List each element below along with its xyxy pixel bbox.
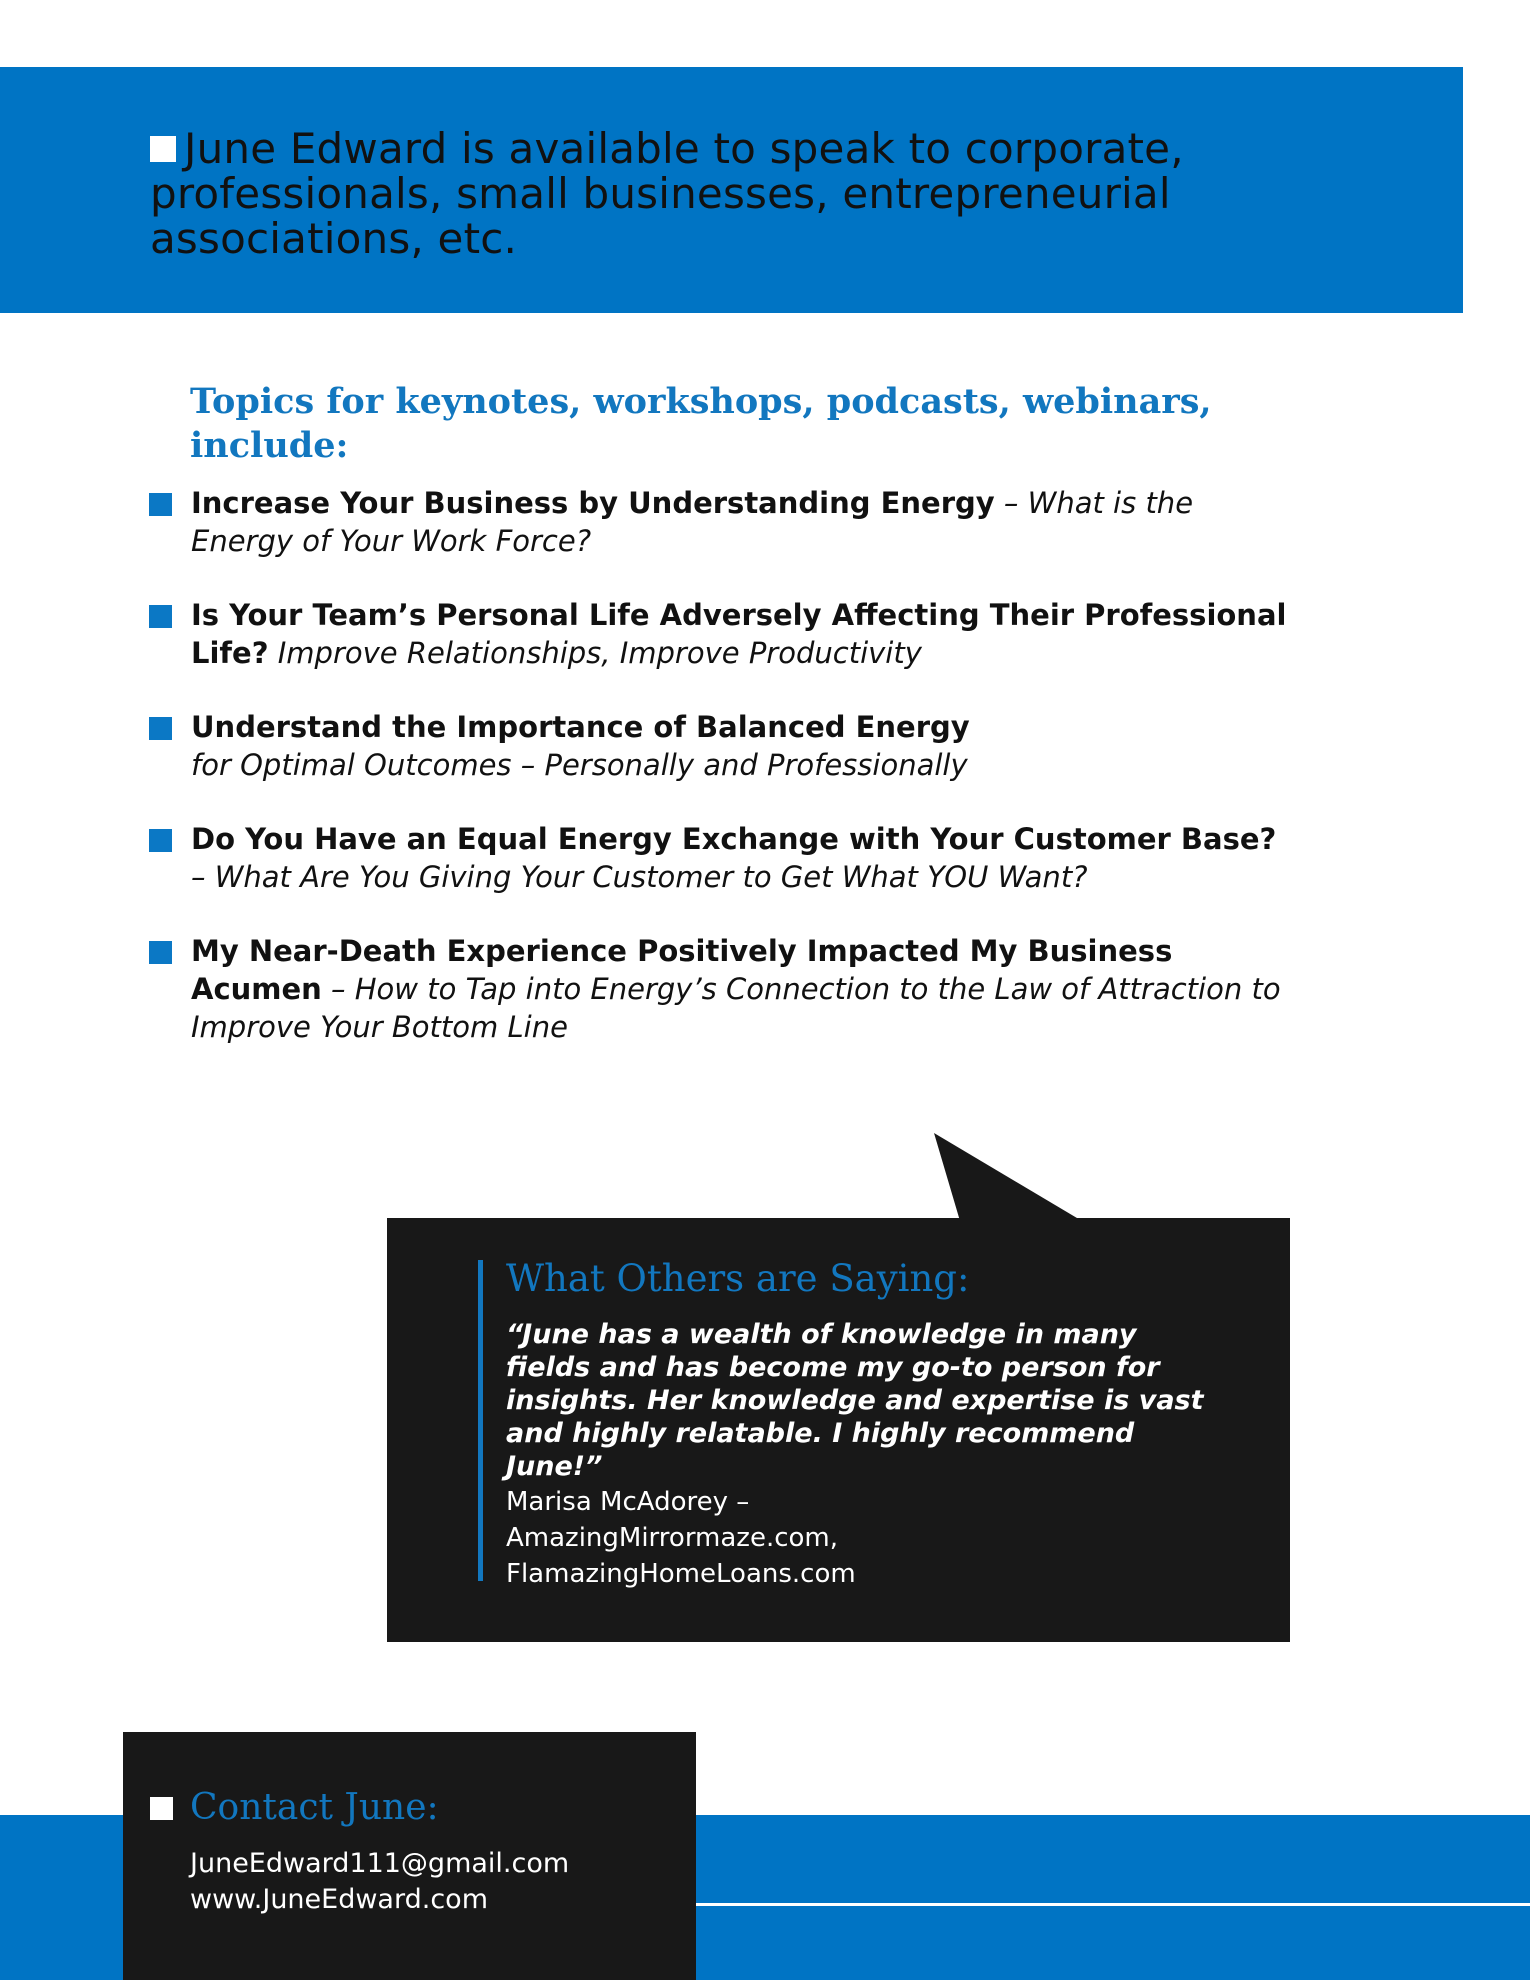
topic-title: Increase Your Business by Understanding Energy bbox=[191, 486, 995, 520]
topic-item bbox=[148, 596, 1288, 672]
topic-subtitle: – What Are You Giving Your Customer to Get What YOU Want? bbox=[191, 860, 1088, 894]
topic-subtitle: Improve Relationships, Improve Productivity bbox=[268, 636, 922, 670]
contact-bullet-square bbox=[150, 1797, 173, 1820]
testimonial-quote: “June has a wealth of knowledge in many fields and has become my go-to person for insights. Her knowledge and expertise is vast and highly relatable. I highly recommend June!” bbox=[506, 1319, 1204, 1482]
banner-bullet-square bbox=[150, 136, 176, 162]
topic-title: Do You Have an Equal Energy Exchange with Your Customer Base? bbox=[191, 822, 1277, 856]
testimonial-author bbox=[506, 1484, 1206, 1592]
topic-bullet-square bbox=[149, 493, 172, 516]
topics-heading: Topics for keynotes, workshops, podcasts, webinars, include: bbox=[190, 381, 1212, 466]
speech-bubble-tail-shape bbox=[934, 1133, 1082, 1221]
topic-subtitle: – How to Tap into Energy’s Connection to the Law of Attraction to Improve Your Bottom Line bbox=[191, 972, 1281, 1044]
topic-bullet-square bbox=[149, 829, 172, 852]
testimonial-author-site-1: AmazingMirrormaze.com, bbox=[506, 1523, 839, 1553]
contact-website-link[interactable]: www.JuneEdward.com bbox=[190, 1884, 488, 1915]
testimonial-heading: What Others are Saying: bbox=[506, 1257, 970, 1300]
banner-text-block bbox=[150, 126, 1350, 261]
topic-item bbox=[148, 932, 1288, 1046]
topic-bullet-square bbox=[149, 941, 172, 964]
topic-title: Understand the Importance of Balanced Energy bbox=[191, 710, 970, 744]
topic-item bbox=[148, 820, 1288, 896]
contact-heading: Contact June: bbox=[190, 1787, 439, 1828]
contact-email-link[interactable]: JuneEdward111@gmail.com bbox=[190, 1848, 570, 1879]
topic-title: My Near-Death Experience Positively Impacted My Business Acumen bbox=[191, 934, 1173, 1006]
topic-bullet-square bbox=[149, 717, 172, 740]
topic-title: Is Your Team’s Personal Life Adversely Affecting Their Professional Life? bbox=[191, 598, 1287, 670]
testimonial-author-name: Marisa McAdorey – bbox=[506, 1487, 750, 1517]
topics-list bbox=[148, 484, 1288, 1082]
topic-item bbox=[148, 708, 1288, 784]
banner-text: June Edward is available to speak to corporate, professionals, small businesses, entrepreneurial associations, etc. bbox=[150, 124, 1184, 263]
topic-item bbox=[148, 484, 1288, 560]
testimonial-author-site-2: FlamazingHomeLoans.com bbox=[506, 1559, 856, 1589]
topic-bullet-square bbox=[149, 605, 172, 628]
speech-bubble-tail bbox=[932, 1131, 1082, 1221]
testimonial-accent-rule bbox=[478, 1260, 483, 1581]
topic-subtitle: for Optimal Outcomes – Personally and Professionally bbox=[191, 748, 968, 782]
topic-subtitle: – What is the Energy of Your Work Force? bbox=[191, 486, 1194, 558]
